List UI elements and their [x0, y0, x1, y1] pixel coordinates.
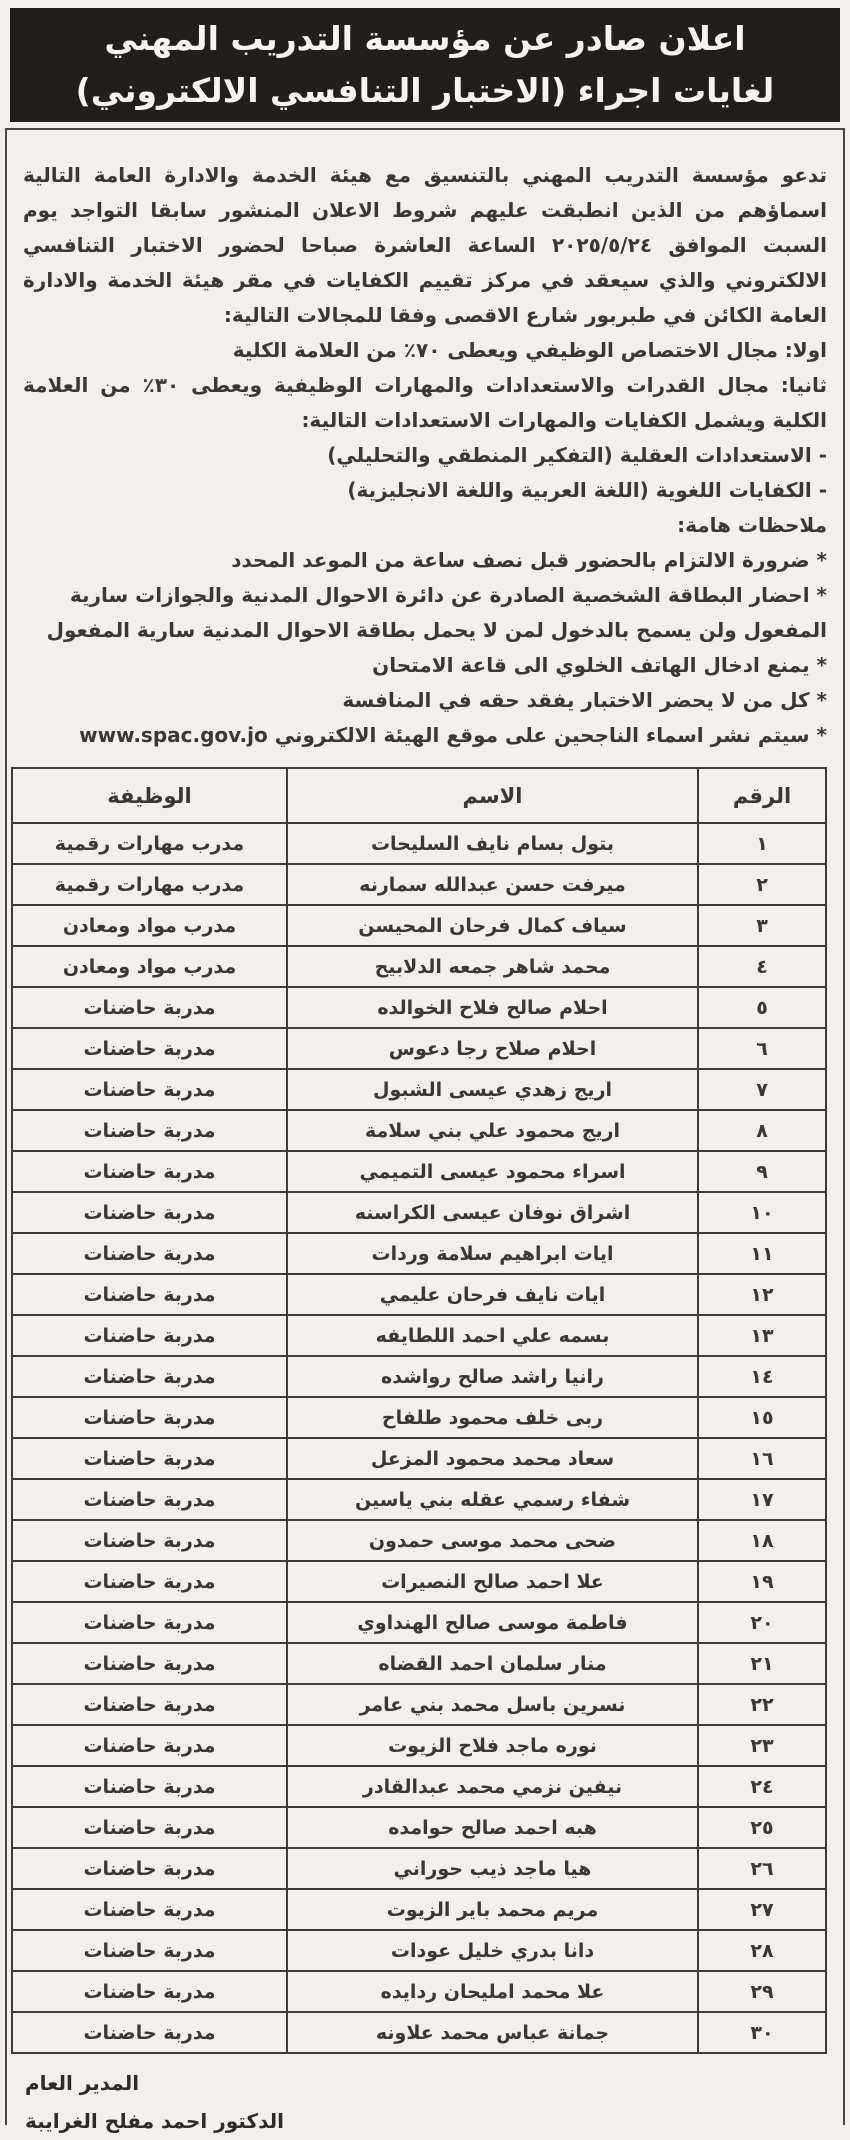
table-row [12, 2012, 826, 2053]
cell-number: ١٥ [698, 1397, 826, 1438]
announcement-title-line1: اعلان صادر عن مؤسسة التدريب المهني [104, 19, 746, 58]
cell-number: ٢٦ [698, 1848, 826, 1889]
announcement-title-line2: لغايات اجراء (الاختبار التنافسي الالكتروني) [75, 71, 775, 110]
cell-name: بتول بسام نايف السليحات [287, 823, 698, 864]
cell-name: ايات نايف فرحان عليمي [287, 1274, 698, 1315]
cell-name: مريم محمد باير الزيوت [287, 1889, 698, 1930]
cell-number: ١١ [698, 1233, 826, 1274]
table-row [12, 946, 826, 987]
cell-number: ١٦ [698, 1438, 826, 1479]
signature-name: الدكتور احمد مفلح الغرايبة [25, 2109, 284, 2133]
table-row [12, 1151, 826, 1192]
important-notes [23, 543, 827, 753]
table-row [12, 1766, 826, 1807]
cell-number: ٣٠ [698, 2012, 826, 2053]
first-criterion: اولا: مجال الاختصاص الوظيفي ويعطى ٧٠٪ من العلامة الكلية [232, 338, 827, 362]
cell-name: سعاد محمد محمود المزعل [287, 1438, 698, 1479]
cell-job: مدربة حاضنات [12, 1438, 287, 1479]
table-row [12, 1520, 826, 1561]
cell-name: هيا ماجد ذيب حوراني [287, 1848, 698, 1889]
cell-name: شفاء رسمي عقله بني ياسين [287, 1479, 698, 1520]
table-row [12, 1930, 826, 1971]
table-row [12, 1274, 826, 1315]
table-header-row [12, 768, 826, 823]
cell-name: نيفين نزمي محمد عبدالقادر [287, 1766, 698, 1807]
announcement-body-box [5, 128, 845, 2133]
cell-number: ٨ [698, 1110, 826, 1151]
cell-job: مدربة حاضنات [12, 1479, 287, 1520]
cell-name: دانا بدري خليل عودات [287, 1930, 698, 1971]
table-row [12, 1684, 826, 1725]
table-header [12, 768, 826, 823]
cell-job: مدربة حاضنات [12, 1766, 287, 1807]
cell-number: ٢ [698, 864, 826, 905]
note-item: * ضرورة الالتزام بالحضور قبل نصف ساعة من الموعد المحدد [231, 548, 827, 572]
table-row [12, 1192, 826, 1233]
cell-name: اريج محمود علي بني سلامة [287, 1110, 698, 1151]
cell-name: احلام صالح فلاح الخوالده [287, 987, 698, 1028]
table-row [12, 987, 826, 1028]
cell-job: مدربة حاضنات [12, 1643, 287, 1684]
cell-name: هبه احمد صالح حوامده [287, 1807, 698, 1848]
cell-job: مدربة حاضنات [12, 1684, 287, 1725]
table-row [12, 1397, 826, 1438]
table-row [12, 1110, 826, 1151]
cell-job: مدربة حاضنات [12, 1151, 287, 1192]
cell-name: جمانة عباس محمد علاونه [287, 2012, 698, 2053]
header-number: الرقم [698, 768, 826, 823]
table-row [12, 1069, 826, 1110]
table-row [12, 1807, 826, 1848]
table-row [12, 1889, 826, 1930]
cell-name: ميرفت حسن عبدالله سمارنه [287, 864, 698, 905]
note-item: * كل من لا يحضر الاختبار يفقد حقه في المنافسة [342, 688, 827, 712]
cell-number: ٣ [698, 905, 826, 946]
cell-job: مدربة حاضنات [12, 1971, 287, 2012]
signature-title: المدير العام [25, 2071, 140, 2095]
cell-number: ٢٧ [698, 1889, 826, 1930]
table-row [12, 905, 826, 946]
cell-number: ٧ [698, 1069, 826, 1110]
cell-job: مدربة حاضنات [12, 1315, 287, 1356]
cell-name: ربى خلف محمود طلفاح [287, 1397, 698, 1438]
signature-block [23, 2064, 827, 2140]
cell-job: مدربة حاضنات [12, 1110, 287, 1151]
cell-job: مدربة حاضنات [12, 1192, 287, 1233]
cell-job: مدربة حاضنات [12, 1520, 287, 1561]
table-row [12, 1233, 826, 1274]
cell-name: علا محمد امليحان ردايده [287, 1971, 698, 2012]
cell-name: علا احمد صالح النصيرات [287, 1561, 698, 1602]
cell-number: ٢٤ [698, 1766, 826, 1807]
table-row [12, 1561, 826, 1602]
cell-number: ١٣ [698, 1315, 826, 1356]
cell-job: مدربة حاضنات [12, 1889, 287, 1930]
bullet-item: - الكفايات اللغوية (اللغة العربية واللغة الانجليزية) [347, 478, 827, 502]
cell-number: ٦ [698, 1028, 826, 1069]
cell-job: مدربة حاضنات [12, 1274, 287, 1315]
cell-number: ١٠ [698, 1192, 826, 1233]
note-item: * احضار البطاقة الشخصية الصادرة عن دائرة الاحوال المدنية والجوازات سارية المفعول ولن يسمح بالدخول لمن لا يحمل بطاقة الاحوال المدنية سارية المفعول [46, 583, 827, 642]
cell-number: ٢١ [698, 1643, 826, 1684]
header-name: الاسم [287, 768, 698, 823]
cell-number: ٢٩ [698, 1971, 826, 2012]
cell-number: ٤ [698, 946, 826, 987]
bullet-item: - الاستعدادات العقلية (التفكير المنطقي والتحليلي) [327, 443, 827, 467]
cell-job: مدرب مهارات رقمية [12, 864, 287, 905]
cell-number: ١٧ [698, 1479, 826, 1520]
cell-name: محمد شاهر جمعه الدلابيح [287, 946, 698, 987]
cell-name: اريج زهدي عيسى الشبول [287, 1069, 698, 1110]
cell-number: ١٨ [698, 1520, 826, 1561]
cell-job: مدرب مهارات رقمية [12, 823, 287, 864]
cell-name: احلام صلاح رجا دعوس [287, 1028, 698, 1069]
table-row [12, 1725, 826, 1766]
cell-job: مدربة حاضنات [12, 1848, 287, 1889]
cell-name: منار سلمان احمد القضاه [287, 1643, 698, 1684]
cell-number: ٢٣ [698, 1725, 826, 1766]
table-row [12, 1356, 826, 1397]
table-row [12, 1438, 826, 1479]
cell-job: مدربة حاضنات [12, 1233, 287, 1274]
cell-job: مدرب مواد ومعادن [12, 905, 287, 946]
cell-job: مدربة حاضنات [12, 1561, 287, 1602]
cell-job: مدربة حاضنات [12, 1807, 287, 1848]
cell-name: ضحى محمد موسى حمدون [287, 1520, 698, 1561]
table-row [12, 823, 826, 864]
intro-paragraph: تدعو مؤسسة التدريب المهني بالتنسيق مع هيئة الخدمة والادارة العامة التالية اسماؤهم من الذين انطبقت عليهم شروط الاعلان المنشور سابقا التواجد يوم السبت الموافق ٢٠٢٥/٥/٢٤ الساعة العاشرة صباحا لحضور الاختبار التنافسي الالكتروني والذي سيعقد في مركز تقييم الكفايات في مقر هيئة الخدمة والادارة العامة الكائن في طبربور شارع الاقصى وفقا للمجالات التالية: [23, 163, 827, 327]
table-row [12, 1643, 826, 1684]
table-row [12, 1971, 826, 2012]
cell-job: مدرب مواد ومعادن [12, 946, 287, 987]
cell-number: ١٩ [698, 1561, 826, 1602]
cell-name: فاطمة موسى صالح الهنداوي [287, 1602, 698, 1643]
cell-name: ايات ابراهيم سلامة وردات [287, 1233, 698, 1274]
table-row [12, 1602, 826, 1643]
cell-job: مدربة حاضنات [12, 1356, 287, 1397]
cell-job: مدربة حاضنات [12, 1930, 287, 1971]
cell-name: نوره ماجد فلاح الزيوت [287, 1725, 698, 1766]
cell-number: ٢٨ [698, 1930, 826, 1971]
competency-bullets [23, 438, 827, 508]
cell-name: اسراء محمود عيسى التميمي [287, 1151, 698, 1192]
cell-number: ٢٠ [698, 1602, 826, 1643]
cell-job: مدربة حاضنات [12, 987, 287, 1028]
cell-number: ٢٢ [698, 1684, 826, 1725]
cell-job: مدربة حاضنات [12, 1397, 287, 1438]
title-banner [10, 8, 840, 122]
cell-job: مدربة حاضنات [12, 1602, 287, 1643]
cell-name: نسرين باسل محمد بني عامر [287, 1684, 698, 1725]
cell-number: ١٤ [698, 1356, 826, 1397]
table-body [12, 823, 826, 2053]
table-row [12, 1848, 826, 1889]
cell-number: ١ [698, 823, 826, 864]
table-row [12, 1479, 826, 1520]
candidates-table [11, 767, 827, 2054]
notes-title: ملاحظات هامة: [677, 513, 827, 537]
cell-name: رانيا راشد صالح رواشده [287, 1356, 698, 1397]
cell-number: ١٢ [698, 1274, 826, 1315]
cell-name: اشراق نوفان عيسى الكراسنه [287, 1192, 698, 1233]
cell-job: مدربة حاضنات [12, 1725, 287, 1766]
cell-number: ٢٥ [698, 1807, 826, 1848]
table-row [12, 1028, 826, 1069]
cell-name: بسمه علي احمد اللطايفه [287, 1315, 698, 1356]
table-row [12, 864, 826, 905]
note-item: * يمنع ادخال الهاتف الخلوي الى قاعة الامتحان [372, 653, 827, 677]
header-job: الوظيفة [12, 768, 287, 823]
body-text [23, 158, 827, 753]
note-item: * سيتم نشر اسماء الناجحين على موقع الهيئة الالكتروني www.spac.gov.jo [79, 723, 827, 747]
cell-job: مدربة حاضنات [12, 1028, 287, 1069]
table-row [12, 1315, 826, 1356]
cell-number: ٥ [698, 987, 826, 1028]
cell-job: مدربة حاضنات [12, 2012, 287, 2053]
cell-number: ٩ [698, 1151, 826, 1192]
cell-name: سياف كمال فرحان المحيسن [287, 905, 698, 946]
cell-job: مدربة حاضنات [12, 1069, 287, 1110]
second-criterion: ثانيا: مجال القدرات والاستعدادات والمهارات الوظيفية ويعطى ٣٠٪ من العلامة الكلية ويشمل الكفايات والمهارات الاستعدادات التالية: [23, 373, 827, 432]
